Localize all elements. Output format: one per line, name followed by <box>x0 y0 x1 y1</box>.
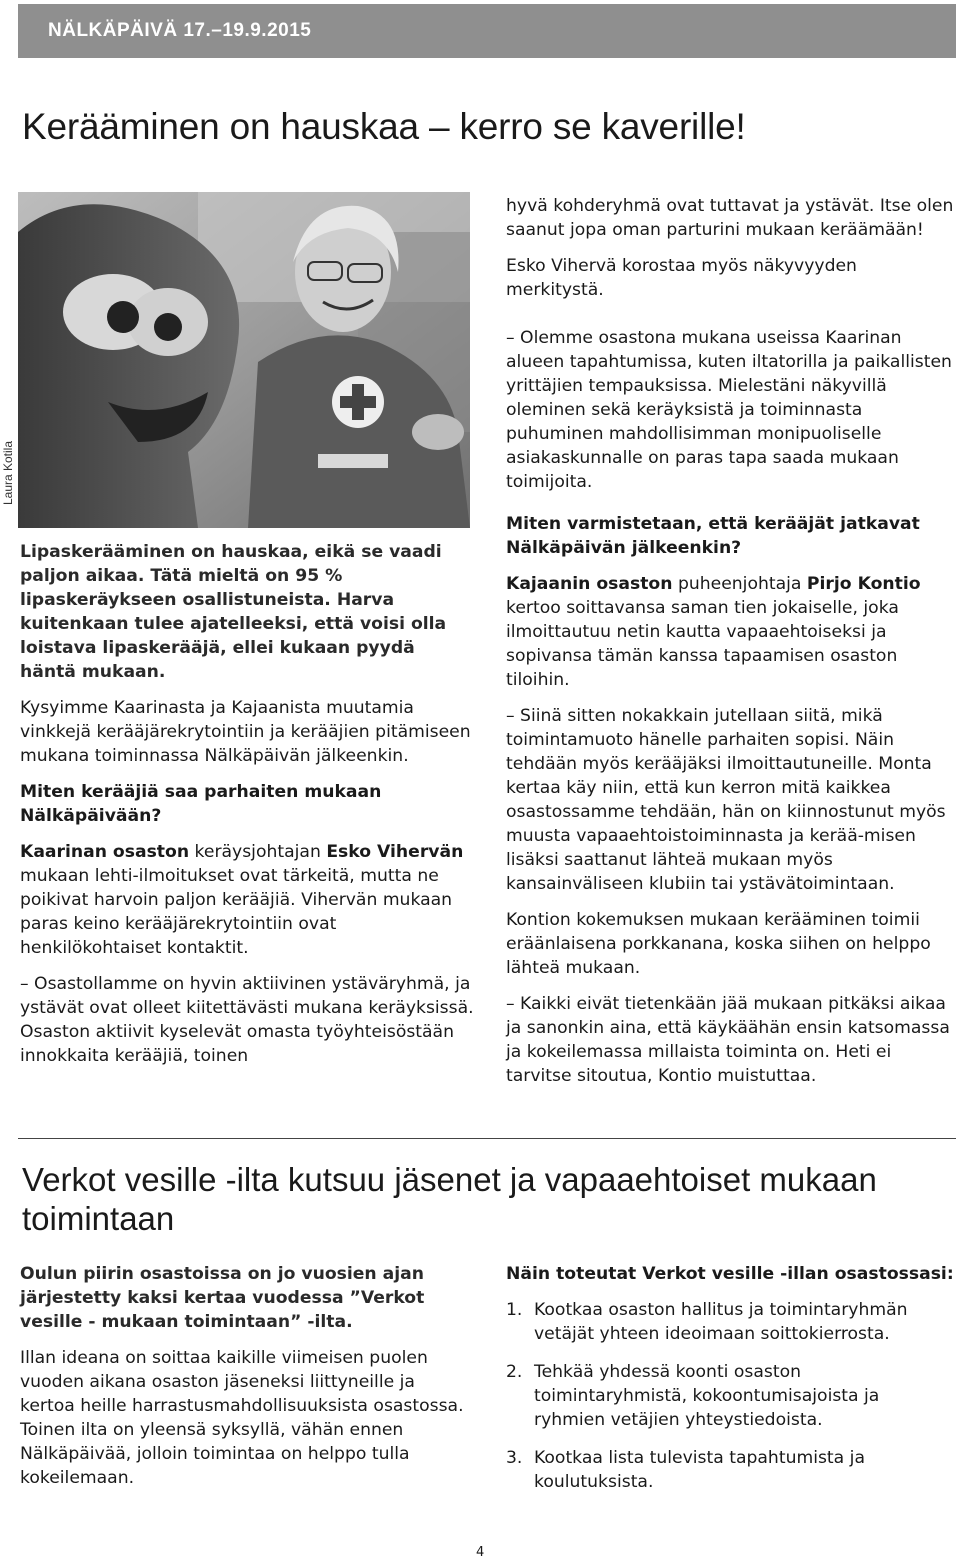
paragraph <box>20 840 475 960</box>
paragraph: – Siinä sitten nokakkain jutellaan siitä, mikä toimintamuoto hänelle parhaiten sopisi. Näin tehdään myös kerääjäksi ilmoittautuneille. Monta kertaa käy niin, että kun kerron mitä kaikkea osastossamme tehdään, hän on kiinnostunut myös muusta vapaaehtoistoiminnasta ja kerää-misen lisäksi saattanut lähteä mukaan myös kansainväliseen klubiin tai ystävätoimintaan. <box>506 706 946 894</box>
photo-credit-text: Laura Kotila <box>1 440 16 506</box>
article2-lead: Oulun piirin osastoissa on jo vuosien ajan järjestetty kaksi kertaa vuodessa ”Verkot vesille - mukaan toimintaan” -ilta. <box>20 1264 425 1332</box>
paragraph: Kontion kokemuksen mukaan kerääminen toimii eräänlaisena porkkanana, koska siihen on helppo lähteä mukaan. <box>506 910 931 978</box>
person-name: Esko Vihervän <box>326 842 464 862</box>
step-text: Kootkaa osaston hallitus ja toimintaryhmän vetäjät yhteen ideoimaan soittokierrosta. <box>534 1300 908 1344</box>
paragraph: hyvä kohderyhmä ovat tuttavat ja ystävät. Itse olen saanut jopa oman parturini mukaan keräämään! <box>506 196 954 240</box>
steps-list <box>506 1298 954 1494</box>
paragraph: – Kaikki eivät tietenkään jää mukaan pitkäksi aikaa ja sanonkin aina, että käykäähän ensin katsomassa ja kokeilemassa millaista toiminta on. Heti ei tarvitse sitoutua, Kontio muistuttaa. <box>506 994 950 1086</box>
page-number: 4 <box>476 1545 485 1560</box>
steps-heading: Näin toteutat Verkot vesille -illan osastossasi: <box>506 1264 954 1284</box>
step-number: 3. <box>506 1448 523 1468</box>
subheading: Miten kerääjiä saa parhaiten mukaan Nälkäpäivään? <box>20 782 382 826</box>
article2-column-left <box>20 1262 475 1502</box>
paragraph <box>506 572 954 692</box>
subheading: Miten varmistetaan, että kerääjät jatkavat Nälkäpäivän jälkeenkin? <box>506 514 920 558</box>
section-divider <box>18 1138 956 1139</box>
photo-credit <box>2 436 16 516</box>
branch-name: Kajaanin osaston <box>506 574 673 594</box>
header-band <box>18 4 956 58</box>
paragraph: Esko Vihervä korostaa myös näkyvyyden merkitystä. <box>506 256 857 300</box>
step-number: 2. <box>506 1362 523 1382</box>
list-item <box>506 1446 954 1494</box>
article1-column-left <box>20 540 475 1080</box>
paragraph: Illan ideana on soittaa kaikille viimeisen puolen vuoden aikana osaston jäseneksi liittyneille ja kertoa heille harrastusmahdollisuuksista osastossa. Toinen ilta on yleensä syksyllä, vähän ennen Nälkäpäivää, jolloin toimintaa on helppo tulla kokeilemaan. <box>20 1348 464 1488</box>
article-caption: Lipaskerääminen on hauskaa, eikä se vaadi paljon aikaa. Tätä mieltä on 95 % lipaskeräykseen osallistuneista. Harva kuitenkaan tulee ajatelleeksi, että voisi olla loistava lipaskerääjä, ellei kukaan pyydä häntä mukaan. <box>20 542 447 682</box>
article2-title: Verkot vesille -ilta kutsuu jäsenet ja vapaaehtoiset mukaan toimintaan <box>22 1161 877 1237</box>
header-title: NÄLKÄPÄIVÄ 17.–19.9.2015 <box>48 20 312 41</box>
paragraph-text: kertoo soittavansa saman tien jokaiselle, joka ilmoittautuu netin kautta vapaaehtoiseksi ja sopivansa tämän kanssa tapaamisen osaston tiloihin. <box>506 598 899 690</box>
branch-name: Kaarinan osaston <box>20 842 190 862</box>
list-item <box>506 1360 954 1432</box>
person-name: Pirjo Kontio <box>806 574 921 594</box>
step-text: Kootkaa lista tulevista tapahtumista ja koulutuksista. <box>534 1448 865 1492</box>
article2-column-right <box>506 1262 954 1508</box>
paragraph: Kysyimme Kaarinasta ja Kajaanista muutamia vinkkejä kerääjärekrytointiin ja kerääjien pitämiseen mukana toiminnassa Nälkäpäivän jälkeenkin. <box>20 698 471 766</box>
article-photo <box>18 192 470 528</box>
article-title: Kerääminen on hauskaa – kerro se kaverille! <box>22 106 746 147</box>
list-item <box>506 1298 954 1346</box>
paragraph: – Olemme osastona mukana useissa Kaarinan alueen tapahtumissa, kuten iltatorilla ja paikallisten yrittäjien tempauksissa. Mielestäni näkyvillä oleminen sekä keräyksistä ja toiminnasta puhuminen mahdollisimman monipuoliselle asiakaskunnalle on paras tapa saada mukaan toimijoita. <box>506 328 952 492</box>
paragraph-text: mukaan lehti-ilmoitukset ovat tärkeitä, mutta ne poikivat harvoin paljon kerääjiä. Vihervän mukaan paras keino kerääjärekrytointiin ovat henkilökohtaiset kontaktit. <box>20 866 453 958</box>
step-text: Tehkää yhdessä koonti osaston toimintaryhmistä, kokoontumisajoista ja ryhmien vetäjien yhteystiedoista. <box>534 1362 880 1430</box>
paragraph: – Osastollamme on hyvin aktiivinen ystäväryhmä, ja ystävät ovat olleet kiitettävästi mukana keräyksissä. Osaston aktiivit kyselevät omasta työyhteisöstään innokkaita kerääjiä, toinen <box>20 974 474 1066</box>
step-number: 1. <box>506 1300 523 1320</box>
paragraph-text: keräysjohtajan <box>189 842 327 862</box>
paragraph-text: puheenjohtaja <box>672 574 807 594</box>
article1-column-right <box>506 194 954 1100</box>
